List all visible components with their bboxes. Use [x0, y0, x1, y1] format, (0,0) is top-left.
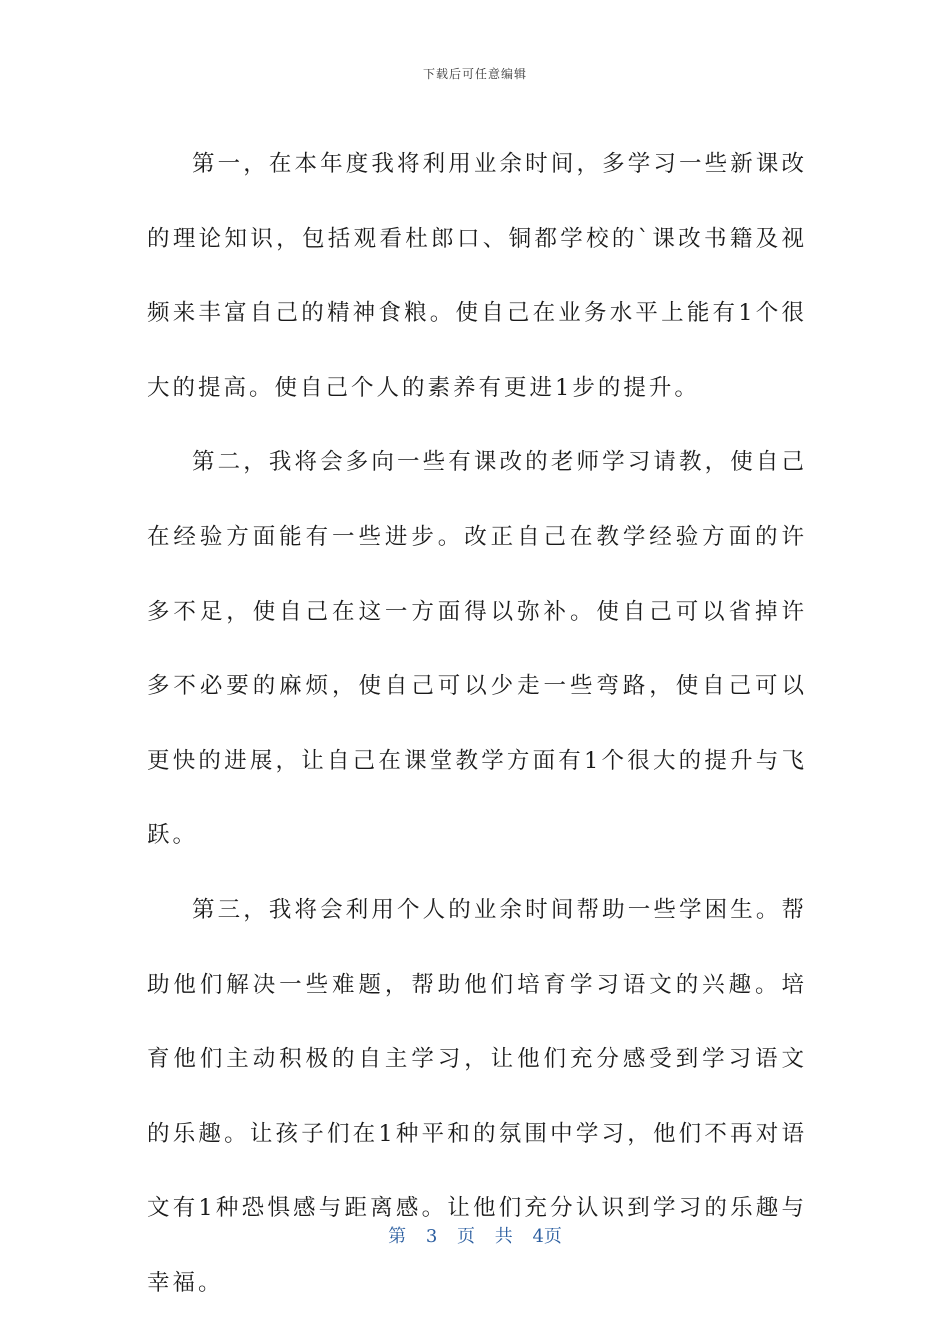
header-note: 下载后可任意编辑	[422, 67, 527, 81]
paragraph-third: 第三，我将会利用个人的业余时间帮助一些学困生。帮助他们解决一些难题，帮助他们培育学习语文的兴趣。培育他们主动积极的自主学习，让他们充分感受到学习语文的乐趣。让孩子们在1种平和的氛围中学习，他们不再对语文有1种恐惧感与距离感。让他们充分认识到学习的乐趣与幸福。	[147, 896, 807, 1296]
paragraph-first: 第一，在本年度我将利用业余时间，多学习一些新课改的理论知识，包括观看杜郎口、铜都学校的`课改书籍及视频来丰富自己的精神食粮。使自己在业务水平上能有1个很大的提高。使自己个人的素养有更进1步的提升。	[147, 151, 807, 401]
page-footer	[0, 1225, 950, 1249]
document-body	[147, 127, 807, 1321]
footer-current-page: 3	[425, 1226, 438, 1247]
footer-page-word: 页	[457, 1226, 475, 1247]
footer-prefix: 第	[388, 1226, 407, 1247]
paragraph-second: 第二，我将会多向一些有课改的老师学习请教，使自己在经验方面能有一些进步。改正自己在教学经验方面的许多不足，使自己在这一方面得以弥补。使自己可以省掉许多不必要的麻烦，使自己可以少走一些弯路，使自己可以更快的进展，让自己在课堂教学方面有1个很大的提升与飞跃。	[147, 449, 807, 849]
footer-total-pages: 4页	[532, 1226, 562, 1247]
footer-total-label: 共	[494, 1226, 513, 1247]
